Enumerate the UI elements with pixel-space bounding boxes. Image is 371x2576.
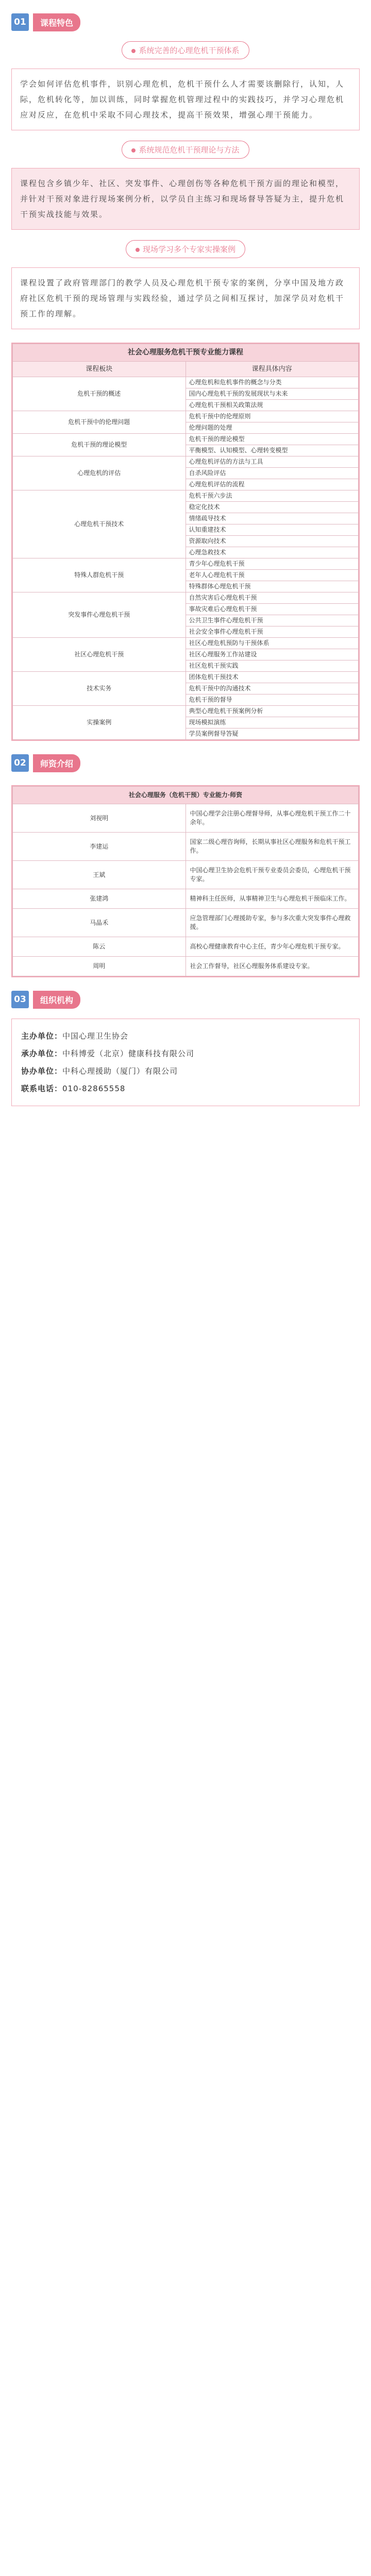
- section-number: 02: [11, 754, 29, 772]
- table-row: [13, 638, 359, 649]
- item-cell: 事故灾难后心理危机干预: [185, 604, 359, 615]
- column-header: 课程具体内容: [185, 362, 359, 377]
- item-cell: 伦理问题的处理: [185, 422, 359, 434]
- item-cell: 老年人心理危机干预: [185, 570, 359, 581]
- subtitle-pill: 现场学习多个专家实操案例: [126, 240, 245, 258]
- item-cell: 特殊群体心理危机干预: [185, 581, 359, 592]
- group-name-cell: 社区心理危机干预: [13, 638, 186, 672]
- item-cell: 危机干预中的沟通技术: [185, 683, 359, 694]
- faculty-name-cell: 刘视明: [13, 804, 186, 833]
- subtitle-pill: 系统完善的心理危机干预体系: [122, 41, 249, 59]
- faculty-bio-cell: 精神科主任医师，从事精神卫生与心理危机干预临床工作。: [185, 889, 359, 909]
- item-cell: 心理危机评估的流程: [185, 479, 359, 490]
- item-cell: 学员案例督导答疑: [185, 728, 359, 740]
- feature-text-box: 课程包含乡镇少年、社区、突发事件、心理创伤等各种危机干预方面的理论和模型，并针对干预对象进行现场案例分析，以学员自主练习和现场督导答疑为主，提升危机干预实战技能与效果。: [11, 168, 360, 230]
- item-cell: 危机干预六步法: [185, 490, 359, 502]
- item-cell: 危机干预的理论模型: [185, 434, 359, 445]
- bullet-dot-icon: [131, 148, 136, 152]
- table-row: [13, 937, 359, 957]
- group-name-cell: 技术实务: [13, 672, 186, 706]
- faculty-bio-cell: 国家二级心理咨询师，长期从事社区心理服务和危机干预工作。: [185, 833, 359, 861]
- item-cell: 自然灾害后心理危机干预: [185, 592, 359, 604]
- bullet-dot-icon: [136, 248, 140, 252]
- item-cell: 社区心理服务工作站建设: [185, 649, 359, 660]
- undertake-line: 承办单位：中科博爱（北京）健康科技有限公司: [21, 1049, 195, 1058]
- table-title: 社会心理服务（危机干预）专业能力·师资: [13, 787, 359, 804]
- curriculum-table: [11, 343, 360, 741]
- item-cell: 公共卫生事件心理危机干预: [185, 615, 359, 626]
- table-row: [13, 490, 359, 502]
- item-cell: 认知重建技术: [185, 524, 359, 536]
- item-cell: 自杀风险评估: [185, 468, 359, 479]
- column-header: 课程板块: [13, 362, 186, 377]
- faculty-name-cell: 张建鸿: [13, 889, 186, 909]
- section-header-features: [11, 13, 371, 31]
- section-header-intro: [11, 754, 371, 772]
- host-line: 主办单位：中国心理卫生协会: [21, 1031, 129, 1041]
- item-cell: 稳定化技术: [185, 502, 359, 513]
- table-row: [13, 706, 359, 717]
- section-title: 课程特色: [33, 13, 80, 31]
- item-cell: 现场模拟演练: [185, 717, 359, 728]
- faculty-name-cell: 李建运: [13, 833, 186, 861]
- phone-line: 联系电话：010-82865558: [21, 1084, 126, 1093]
- table-row: [13, 377, 359, 388]
- table-title: 社会心理服务危机干预专业能力课程: [13, 344, 359, 362]
- item-cell: 青少年心理危机干预: [185, 558, 359, 570]
- faculty-name-cell: 陈云: [13, 937, 186, 957]
- group-name-cell: 危机干预中的伦理问题: [13, 411, 186, 434]
- item-cell: 危机干预中的伦理原则: [185, 411, 359, 422]
- table-row: [13, 957, 359, 976]
- item-cell: 危机干预的督导: [185, 694, 359, 706]
- item-cell: 典型心理危机干预案例分析: [185, 706, 359, 717]
- section-header-org: [11, 991, 371, 1008]
- section-title: 组织机构: [33, 991, 80, 1009]
- bullet-dot-icon: [131, 49, 136, 53]
- faculty-name-cell: 马晶禾: [13, 909, 186, 937]
- organization-info: [11, 1019, 360, 1106]
- item-cell: 心理危机干预相关政策法规: [185, 400, 359, 411]
- faculty-bio-cell: 中国心理卫生协会危机干预专业委员会委员，心理危机干预专家。: [185, 861, 359, 889]
- faculty-bio-cell: 应急管理部门心理援助专家，参与多次重大突发事件心理救援。: [185, 909, 359, 937]
- table-row: [13, 804, 359, 833]
- faculty-bio-cell: 中国心理学会注册心理督导师，从事心理危机干预工作二十余年。: [185, 804, 359, 833]
- table-row: [13, 861, 359, 889]
- item-cell: 心理危机评估的方法与工具: [185, 456, 359, 468]
- table-row: [13, 592, 359, 604]
- group-name-cell: 心理危机的评估: [13, 456, 186, 490]
- table-row: [13, 558, 359, 570]
- section-number: 01: [11, 13, 29, 31]
- faculty-bio-cell: 社会工作督导，社区心理服务体系建设专家。: [185, 957, 359, 976]
- section-title: 师资介绍: [33, 754, 80, 772]
- group-name-cell: 突发事件心理危机干预: [13, 592, 186, 638]
- subtitle-pill: 系统规范危机干预理论与方法: [122, 141, 249, 159]
- table-row: [13, 833, 359, 861]
- faculty-name-cell: 周明: [13, 957, 186, 976]
- feature-text-box: 课程设置了政府管理部门的教学人员及心理危机干预专家的案例，分享中国及地方政府社区危机干预的现场管理与实践经验，通过学员之间相互探讨，加深学员对危机干预工作的理解。: [11, 267, 360, 329]
- item-cell: 社会安全事件心理危机干预: [185, 626, 359, 638]
- feature-text-box: 学会如何评估危机事件，识别心理危机，危机干预什么人才需要该删除行，认知，人际，危机转化等，加以训练，同时掌握危机管理过程中的实践技巧，并学习心理危机应对反应，在危机中采取不同心理技术，提高干预效果，增强心理干预能力。: [11, 69, 360, 130]
- item-cell: 心理急救技术: [185, 547, 359, 558]
- group-name-cell: 实操案例: [13, 706, 186, 740]
- table-row: [13, 434, 359, 445]
- table-row: [13, 672, 359, 683]
- faculty-name-cell: 王斌: [13, 861, 186, 889]
- table-row: [13, 889, 359, 909]
- item-cell: 社区心理危机预防与干预体系: [185, 638, 359, 649]
- group-name-cell: 危机干预的理论模型: [13, 434, 186, 456]
- group-name-cell: 特殊人群危机干预: [13, 558, 186, 592]
- item-cell: 情绪疏导技术: [185, 513, 359, 524]
- item-cell: 社区危机干预实践: [185, 660, 359, 672]
- faculty-bio-cell: 高校心理健康教育中心主任，青少年心理危机干预专家。: [185, 937, 359, 957]
- table-row: [13, 411, 359, 422]
- item-cell: 心理危机和危机事件的概念与分类: [185, 377, 359, 388]
- table-row: [13, 909, 359, 937]
- table-row: [13, 456, 359, 468]
- cohost-line: 协办单位：中科心理援助（厦门）有限公司: [21, 1066, 178, 1076]
- section-number: 03: [11, 991, 29, 1008]
- item-cell: 资源取向技术: [185, 536, 359, 547]
- faculty-table: [11, 785, 360, 977]
- item-cell: 平衡模型、认知模型、心理转变模型: [185, 445, 359, 456]
- group-name-cell: 危机干预的概述: [13, 377, 186, 411]
- item-cell: 团体危机干预技术: [185, 672, 359, 683]
- item-cell: 国内心理危机干预的发展现状与未来: [185, 388, 359, 400]
- group-name-cell: 心理危机干预技术: [13, 490, 186, 558]
